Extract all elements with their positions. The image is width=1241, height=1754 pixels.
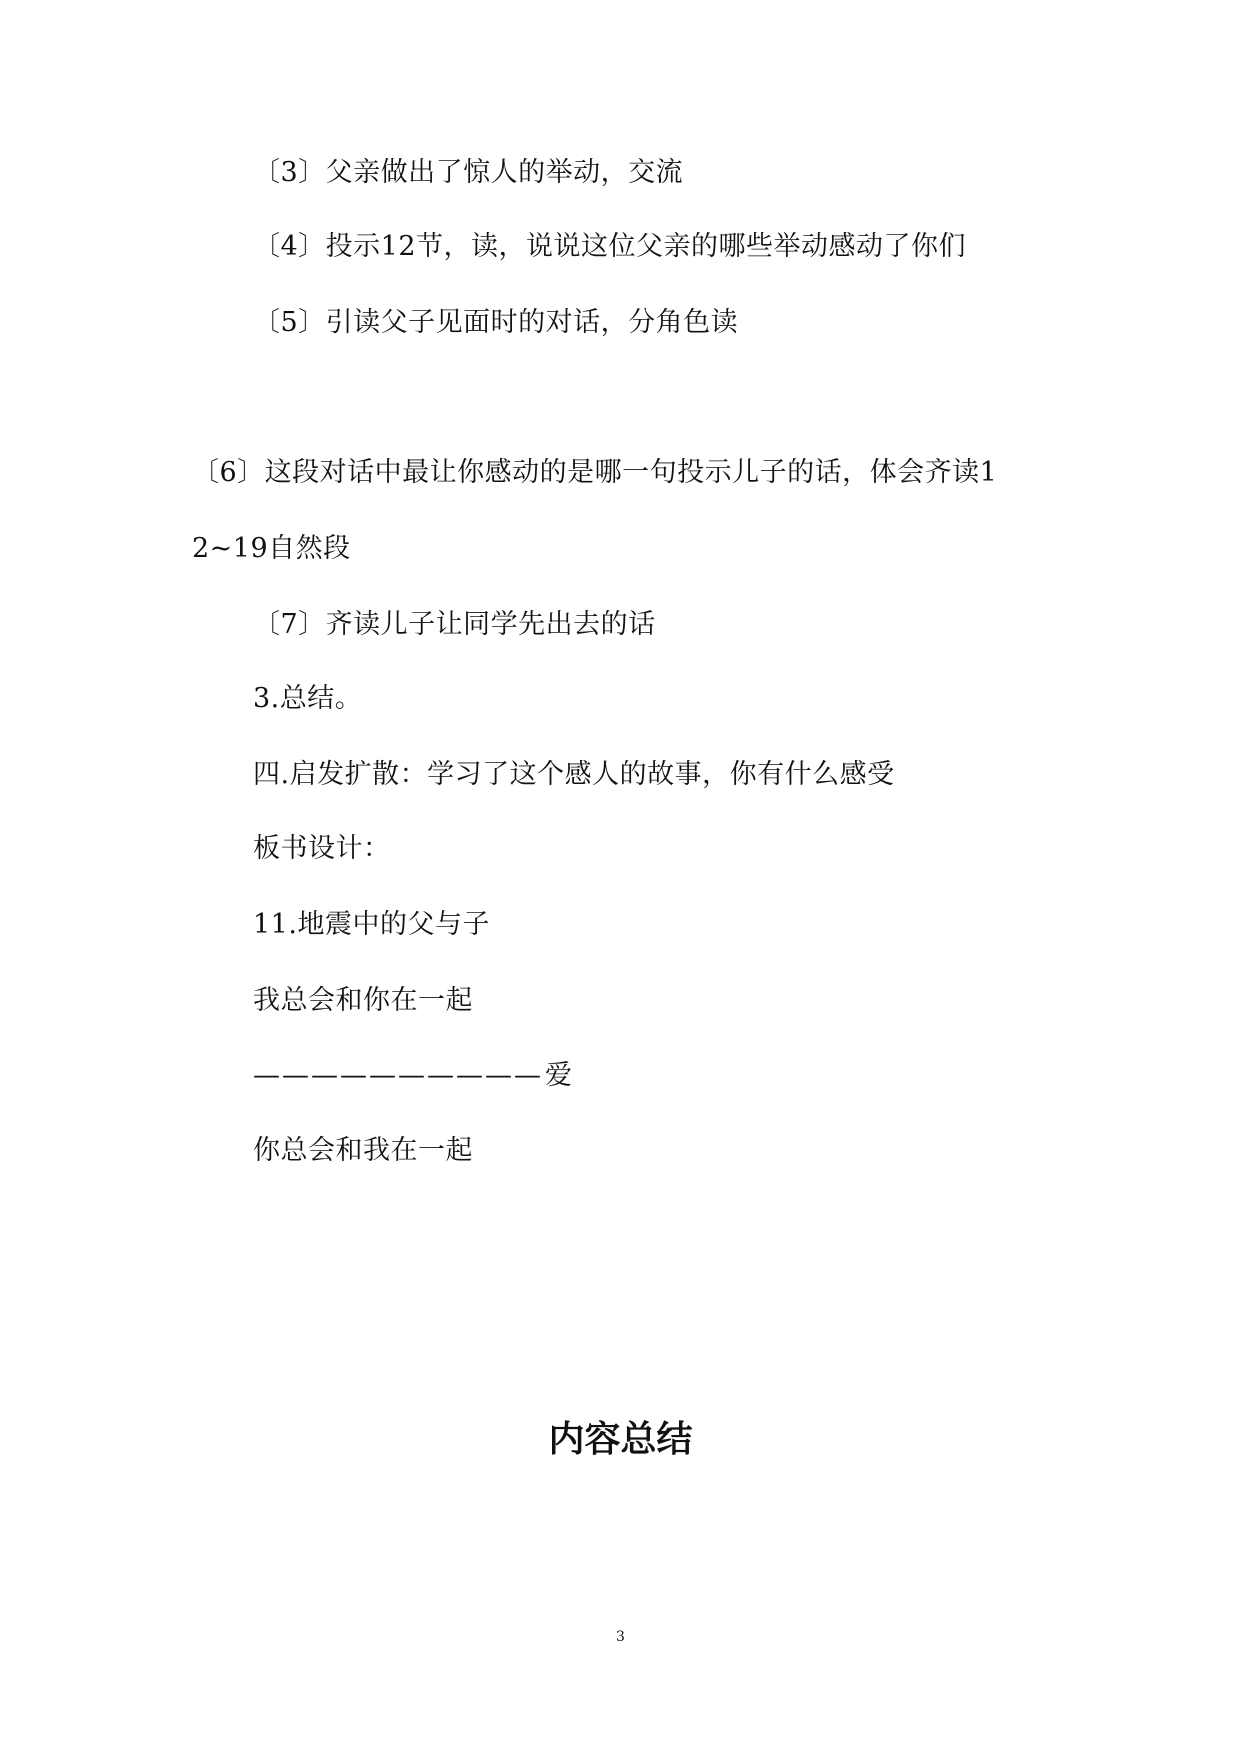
page-number: 3 — [616, 1629, 625, 1645]
board-lesson-title: 11.地震中的父与子 — [253, 909, 490, 940]
section-four-heading: 四.启发扩散：学习了这个感人的故事，你有什么感受 — [253, 759, 895, 790]
content-summary-heading: 内容总结 — [548, 1419, 693, 1460]
summary-step: 3.总结。 — [253, 683, 363, 714]
board-line-2 — [253, 1059, 572, 1093]
board-line-1: 我总会和你在一起 — [253, 985, 473, 1016]
board-love-word: 爱 — [545, 1060, 572, 1091]
board-line-3: 你总会和我在一起 — [253, 1135, 473, 1166]
step-4-text: 〔4〕投示12节，读，说说这位父亲的哪些举动感动了你们 — [253, 231, 967, 262]
board-design-label: 板书设计： — [253, 833, 391, 864]
board-dashes: —————————— — [253, 1060, 543, 1091]
step-6-text: 〔6〕这段对话中最让你感动的是哪一句投示儿子的话，体会齐读1 — [192, 457, 998, 488]
step-7-text: 〔7〕齐读儿子让同学先出去的话 — [253, 609, 656, 640]
step-5-text: 〔5〕引读父子见面时的对话，分角色读 — [253, 307, 739, 338]
step-3-text: 〔3〕父亲做出了惊人的举动，交流 — [253, 157, 684, 188]
step-6-continuation: 2~19自然段 — [192, 533, 351, 564]
